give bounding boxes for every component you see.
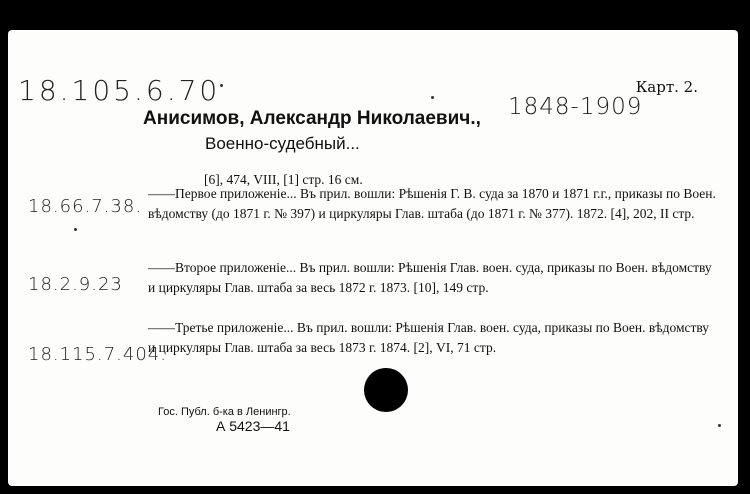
ink-speck: [431, 96, 434, 99]
entry-3: ——Третье приложеніе... Въ прил. вошли: Рѣшенія Глав. воен. суда, приказы по Воен. вѣдомству и циркуляры Глав. штаба за весь 1873 г. 1874. [2], VI, 71 стр.: [148, 320, 710, 355]
library-stamp: Гос. Публ. б-ка в Ленингр.: [158, 406, 291, 418]
catalog-card: [8, 30, 738, 486]
accession-number: А 5423—41: [216, 418, 290, 434]
punch-hole: [364, 368, 408, 412]
author-years: 1848-1909: [508, 94, 643, 120]
call-number: 18.105.6.70: [18, 74, 221, 107]
shelfmark-3: 18.115.7.404.: [28, 344, 167, 365]
work-title: Военно-судебный...: [205, 134, 360, 153]
entry-1: ——Первое приложеніе... Въ прил. вошли: Рѣшенія Г. В. суда за 1870 и 1871 г.г., приказы по Воен. вѣдомству (до 1871 г. № 397) и циркуляры Глав. штаба (до 1871 г. № 377). 1872. [4], 202, II стр.: [148, 186, 716, 221]
entry-2: ——Второе приложеніе... Въ прил. вошли: Рѣшенія Глав. воен. суда, приказы по Воен. вѣдомству и циркуляры Глав. штаба за весь 1872 г. 1873. [10], 149 стр.: [148, 260, 712, 295]
author-name: Анисимов, Александр Николаевич.,: [143, 108, 481, 129]
ink-speck: [74, 228, 77, 231]
card-label: Карт. 2.: [635, 78, 698, 96]
collation: [6], 474, VIII, [1] стр. 16 см.: [204, 172, 363, 187]
shelfmark-2: 18.2.9.23: [28, 274, 123, 295]
ink-speck: [718, 424, 721, 427]
shelfmark-1: 18.66.7.38.: [28, 196, 143, 217]
ink-speck: [220, 84, 223, 87]
